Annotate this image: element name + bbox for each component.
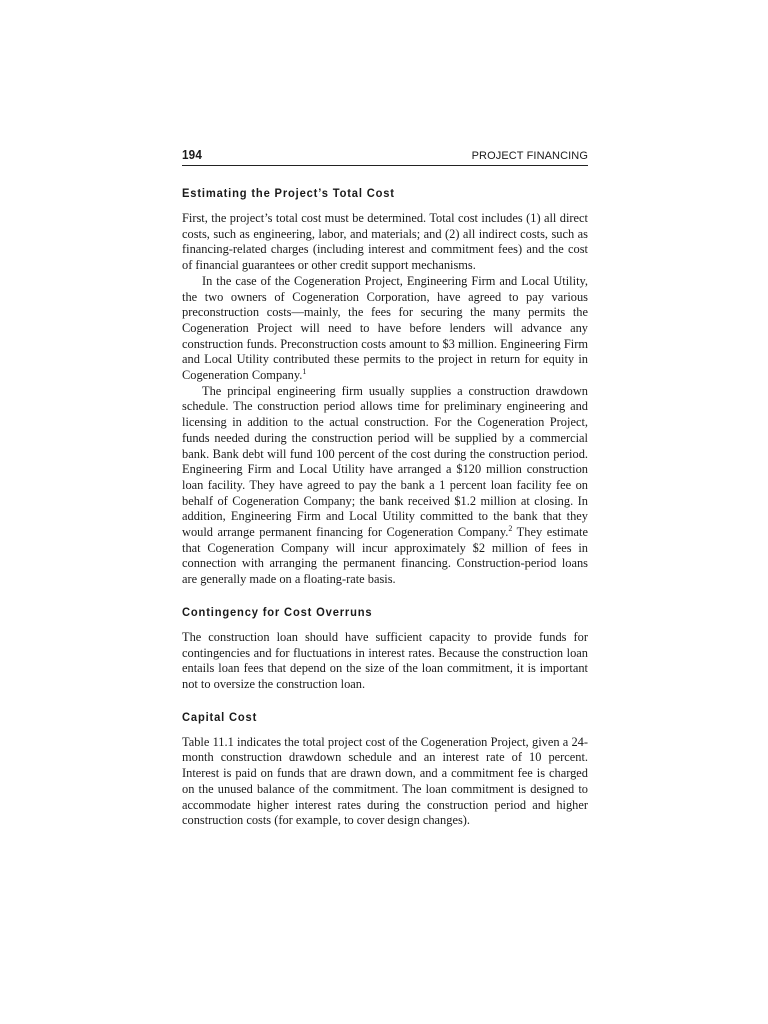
paragraph-capital-cost: Table 11.1 indicates the total project cost of the Cogeneration Project, given a 24-month construction drawdown schedule and an interest rate of 10 percent. Interest is paid on funds that are drawn down, and a commitment fee is charged on the unused balance of the commitment. The loan commitment is designed to accommodate higher interest rates during the construction period and higher construction costs (for example, to cover design changes). [182, 734, 588, 828]
page-number: 194 [182, 147, 203, 162]
paragraph-contingency: The construction loan should have sufficient capacity to provide funds for contingencies and for fluctuations in interest rates. Because the construction loan entails loan fees that depend on the size of the loan commitment, it is important not to oversize the construction loan. [182, 629, 588, 691]
paragraph-preconstruction-costs [182, 274, 588, 384]
running-title: PROJECT FINANCING [471, 150, 588, 162]
paragraph-text-part-a: The principal engineering firm usually supplies a construction drawdown schedule. The construction period allows time for preliminary engineering and licensing in addition to the actual construction. For the Cogeneration Project, funds needed during the construction period will be supplied by a commercial bank. Bank debt will fund 100 percent of the cost during the construction period. Engineering Firm and Local Utility have arranged a $120 million construction loan facility. They have agreed to pay the bank a 1 percent loan facility fee on behalf of Cogeneration Company; the bank received $1.2 million at closing. In addition, Engineering Firm and Local Utility committed to the bank that they would arrange permanent financing for Cogeneration Company. [182, 383, 588, 540]
footnote-marker-2: 2 [508, 524, 513, 534]
section-heading-contingency: Contingency for Cost Overruns [182, 604, 373, 619]
section-heading-capital-cost: Capital Cost [182, 709, 258, 724]
paragraph-construction-drawdown [182, 384, 588, 588]
running-head [182, 148, 588, 166]
section-heading-total-cost: Estimating the Project’s Total Cost [182, 186, 395, 200]
page-body [182, 185, 588, 829]
paragraph-text: In the case of the Cogeneration Project, Engineering Firm and Local Utility, the two owners of Cogeneration Corporation, have agreed to pay various preconstruction costs—mainly, the fees for securing the many permits the Cogeneration Project will need to have before lenders will advance any construction funds. Preconstruction costs amount to $3 million. Engineering Firm and Local Utility contributed these permits to the project in return for equity in Cogeneration Company. [182, 273, 588, 383]
footnote-marker-1: 1 [302, 367, 307, 377]
paragraph-total-cost-intro: First, the project’s total cost must be determined. Total cost includes (1) all direct costs, such as engineering, labor, and materials; and (2) all indirect costs, such as financing-related charges (including interest and commitment fees) and the cost of financial guarantees or other credit support mechanisms. [182, 211, 588, 273]
section-spacer [182, 693, 588, 709]
section-spacer [182, 588, 588, 604]
paragraph-text-part-b: They estimate that Cogeneration Company will incur approximately $2 million of fees in connection with arranging the permanent financing. Construction-period loans are generally made on a floating-rate basis. [182, 525, 588, 587]
